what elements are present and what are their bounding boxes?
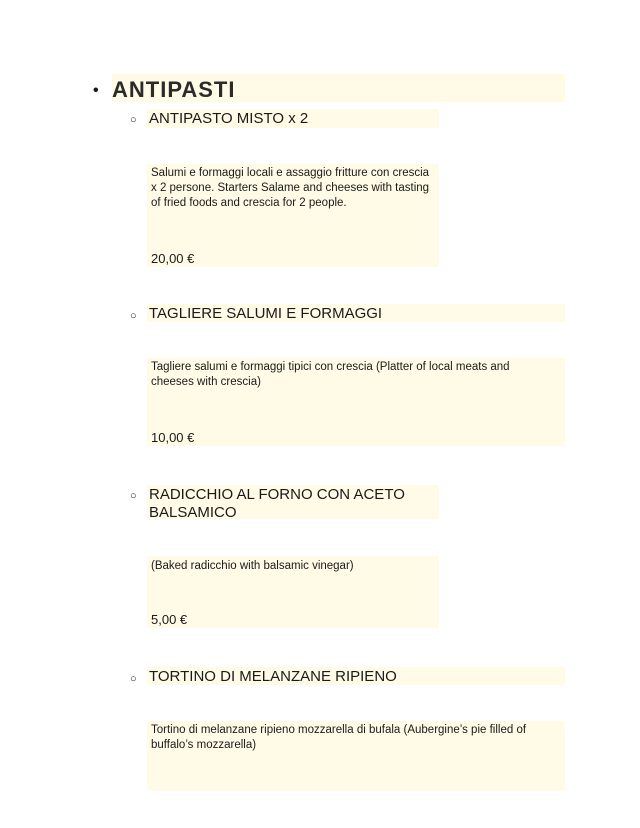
- item-price: 20,00 €: [151, 251, 195, 266]
- item-title: TORTINO DI MELANZANE RIPIENO: [149, 668, 397, 685]
- item-price: 10,00 €: [151, 430, 195, 445]
- item-description: (Baked radicchio with balsamic vinegar): [151, 560, 354, 572]
- item-description: Tagliere salumi e formaggi tipici con crescia (Platter of local meats and cheeses with crescia): [151, 361, 510, 388]
- item-bullet: ○: [130, 310, 137, 322]
- item-title: RADICCHIO AL FORNO CON ACETO BALSAMICO: [149, 486, 405, 521]
- item-title: TAGLIERE SALUMI E FORMAGGI: [149, 305, 383, 322]
- item-description: Tortino di melanzane ripieno mozzarella di bufala (Aubergine’s pie filled of buffalo’s mozzarella): [151, 724, 527, 751]
- section-title: ANTIPASTI: [112, 77, 236, 102]
- section-bullet: •: [93, 82, 99, 99]
- item-bullet: ○: [130, 673, 137, 685]
- item-bullet: ○: [130, 114, 137, 126]
- item-title: ANTIPASTO MISTO x 2: [149, 110, 309, 127]
- item-description: Salumi e formaggi locali e assaggio fritture con crescia x 2 persone. Starters Salame and cheeses with tasting of fried foods and crescia for 2 people.: [151, 167, 430, 209]
- item-bullet: ○: [130, 490, 137, 502]
- item-price: 5,00 €: [151, 612, 188, 627]
